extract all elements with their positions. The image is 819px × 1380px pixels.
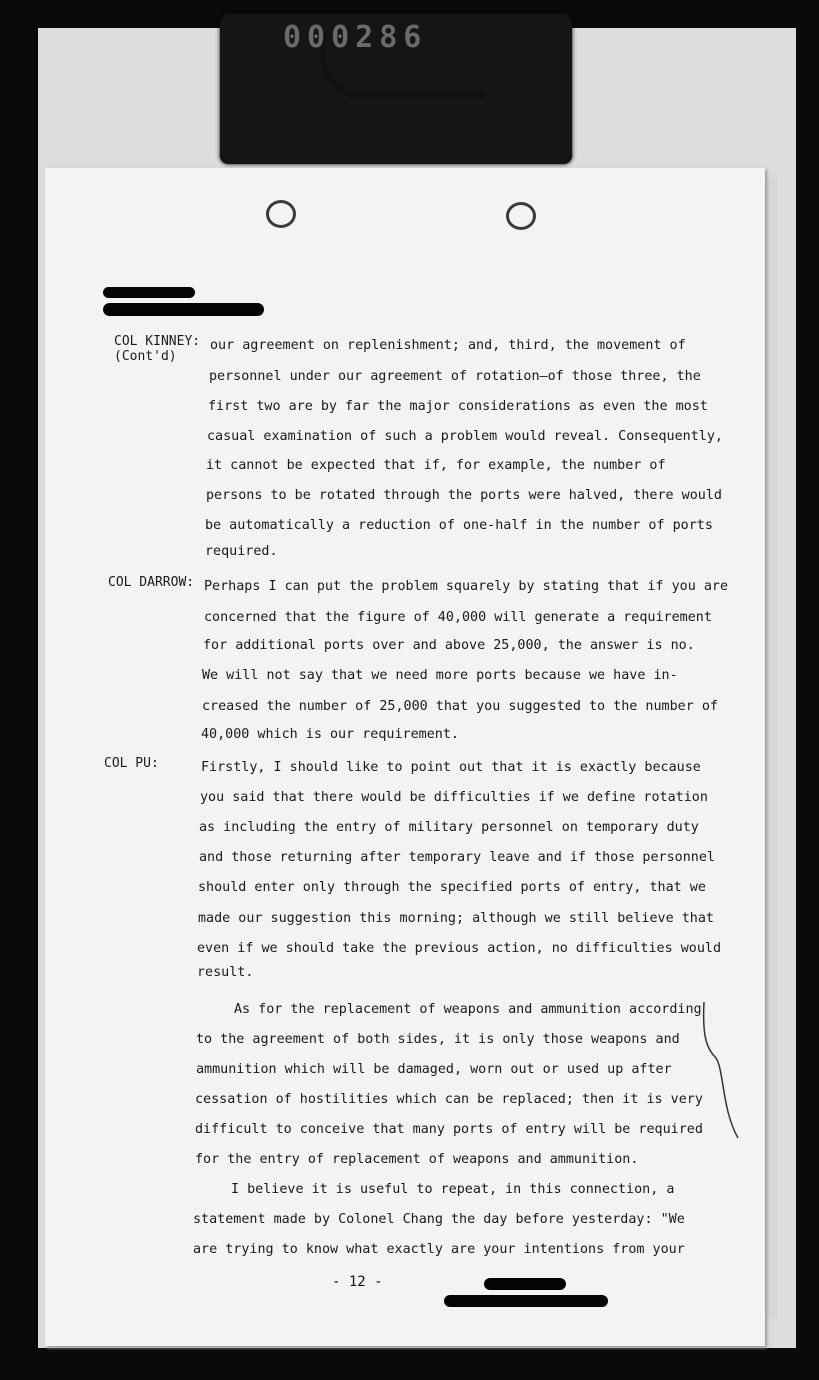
text-line: creased the number of 25,000 that you suggested to the number of [202, 699, 718, 714]
redaction-bar [103, 287, 195, 298]
redaction-bar [484, 1278, 566, 1290]
speaker-label-darrow: COL DARROW: [108, 575, 195, 590]
text-line: as including the entry of military personnel on temporary duty [199, 820, 699, 835]
text-line: you said that there would be difficulties if we define rotation [200, 790, 708, 805]
text-line: be automatically a reduction of one-half in the number of ports [205, 518, 713, 533]
redaction-bar [444, 1295, 608, 1307]
text-line: should enter only through the specified ports of entry, that we [198, 880, 706, 895]
speaker-label-kinney-contd: (Cont'd) [114, 349, 177, 364]
text-line: required. [205, 544, 278, 559]
speaker-label-kinney: COL KINNEY: [114, 334, 201, 349]
punch-hole-right [506, 202, 536, 230]
text-line: I believe it is useful to repeat, in this connection, a [231, 1182, 675, 1197]
text-line: ammunition which will be damaged, worn out or used up after [196, 1062, 672, 1077]
text-line: for the entry of replacement of weapons and ammunition. [195, 1152, 639, 1167]
text-line: result. [197, 965, 254, 980]
text-line: our agreement on replenishment; and, third, the movement of [210, 338, 686, 353]
text-line: statement made by Colonel Chang the day before yesterday: "We [193, 1212, 685, 1227]
text-line: persons to be rotated through the ports were halved, there would [206, 488, 722, 503]
margin-bracket-mark [702, 1000, 742, 1140]
text-line: personnel under our agreement of rotation—of those three, the [209, 369, 701, 384]
stamp-number: 000286 [283, 20, 428, 55]
page-edge [765, 178, 777, 1318]
text-line: cessation of hostilities which can be replaced; then it is very [195, 1092, 703, 1107]
text-line: for additional ports over and above 25,000, the answer is no. [203, 638, 695, 653]
text-line: casual examination of such a problem would reveal. Consequently, [207, 429, 723, 444]
punch-hole-left [266, 200, 296, 228]
text-line: first two are by far the major considerations as even the most [208, 399, 708, 414]
text-line: concerned that the figure of 40,000 will generate a requirement [204, 610, 712, 625]
page-number: - 12 - [332, 1274, 383, 1290]
text-line: Perhaps I can put the problem squarely by stating that if you are [204, 579, 729, 594]
text-line: even if we should take the previous action, no difficulties would [197, 941, 722, 956]
text-line: it cannot be expected that if, for example, the number of [206, 458, 666, 473]
text-line: difficult to conceive that many ports of entry will be required [195, 1122, 703, 1137]
text-line: 40,000 which is our requirement. [201, 727, 459, 742]
text-line: We will not say that we need more ports because we have in- [202, 668, 678, 683]
speaker-label-pu: COL PU: [104, 756, 159, 771]
text-line: As for the replacement of weapons and ammunition according [234, 1002, 702, 1017]
text-line: are trying to know what exactly are your intentions from your [193, 1242, 685, 1257]
text-line: Firstly, I should like to point out that it is exactly because [201, 760, 701, 775]
text-line: to the agreement of both sides, it is only those weapons and [196, 1032, 680, 1047]
text-line: made our suggestion this morning; although we still believe that [198, 911, 714, 926]
redaction-bar [103, 303, 264, 316]
text-line: and those returning after temporary leave and if those personnel [199, 850, 715, 865]
